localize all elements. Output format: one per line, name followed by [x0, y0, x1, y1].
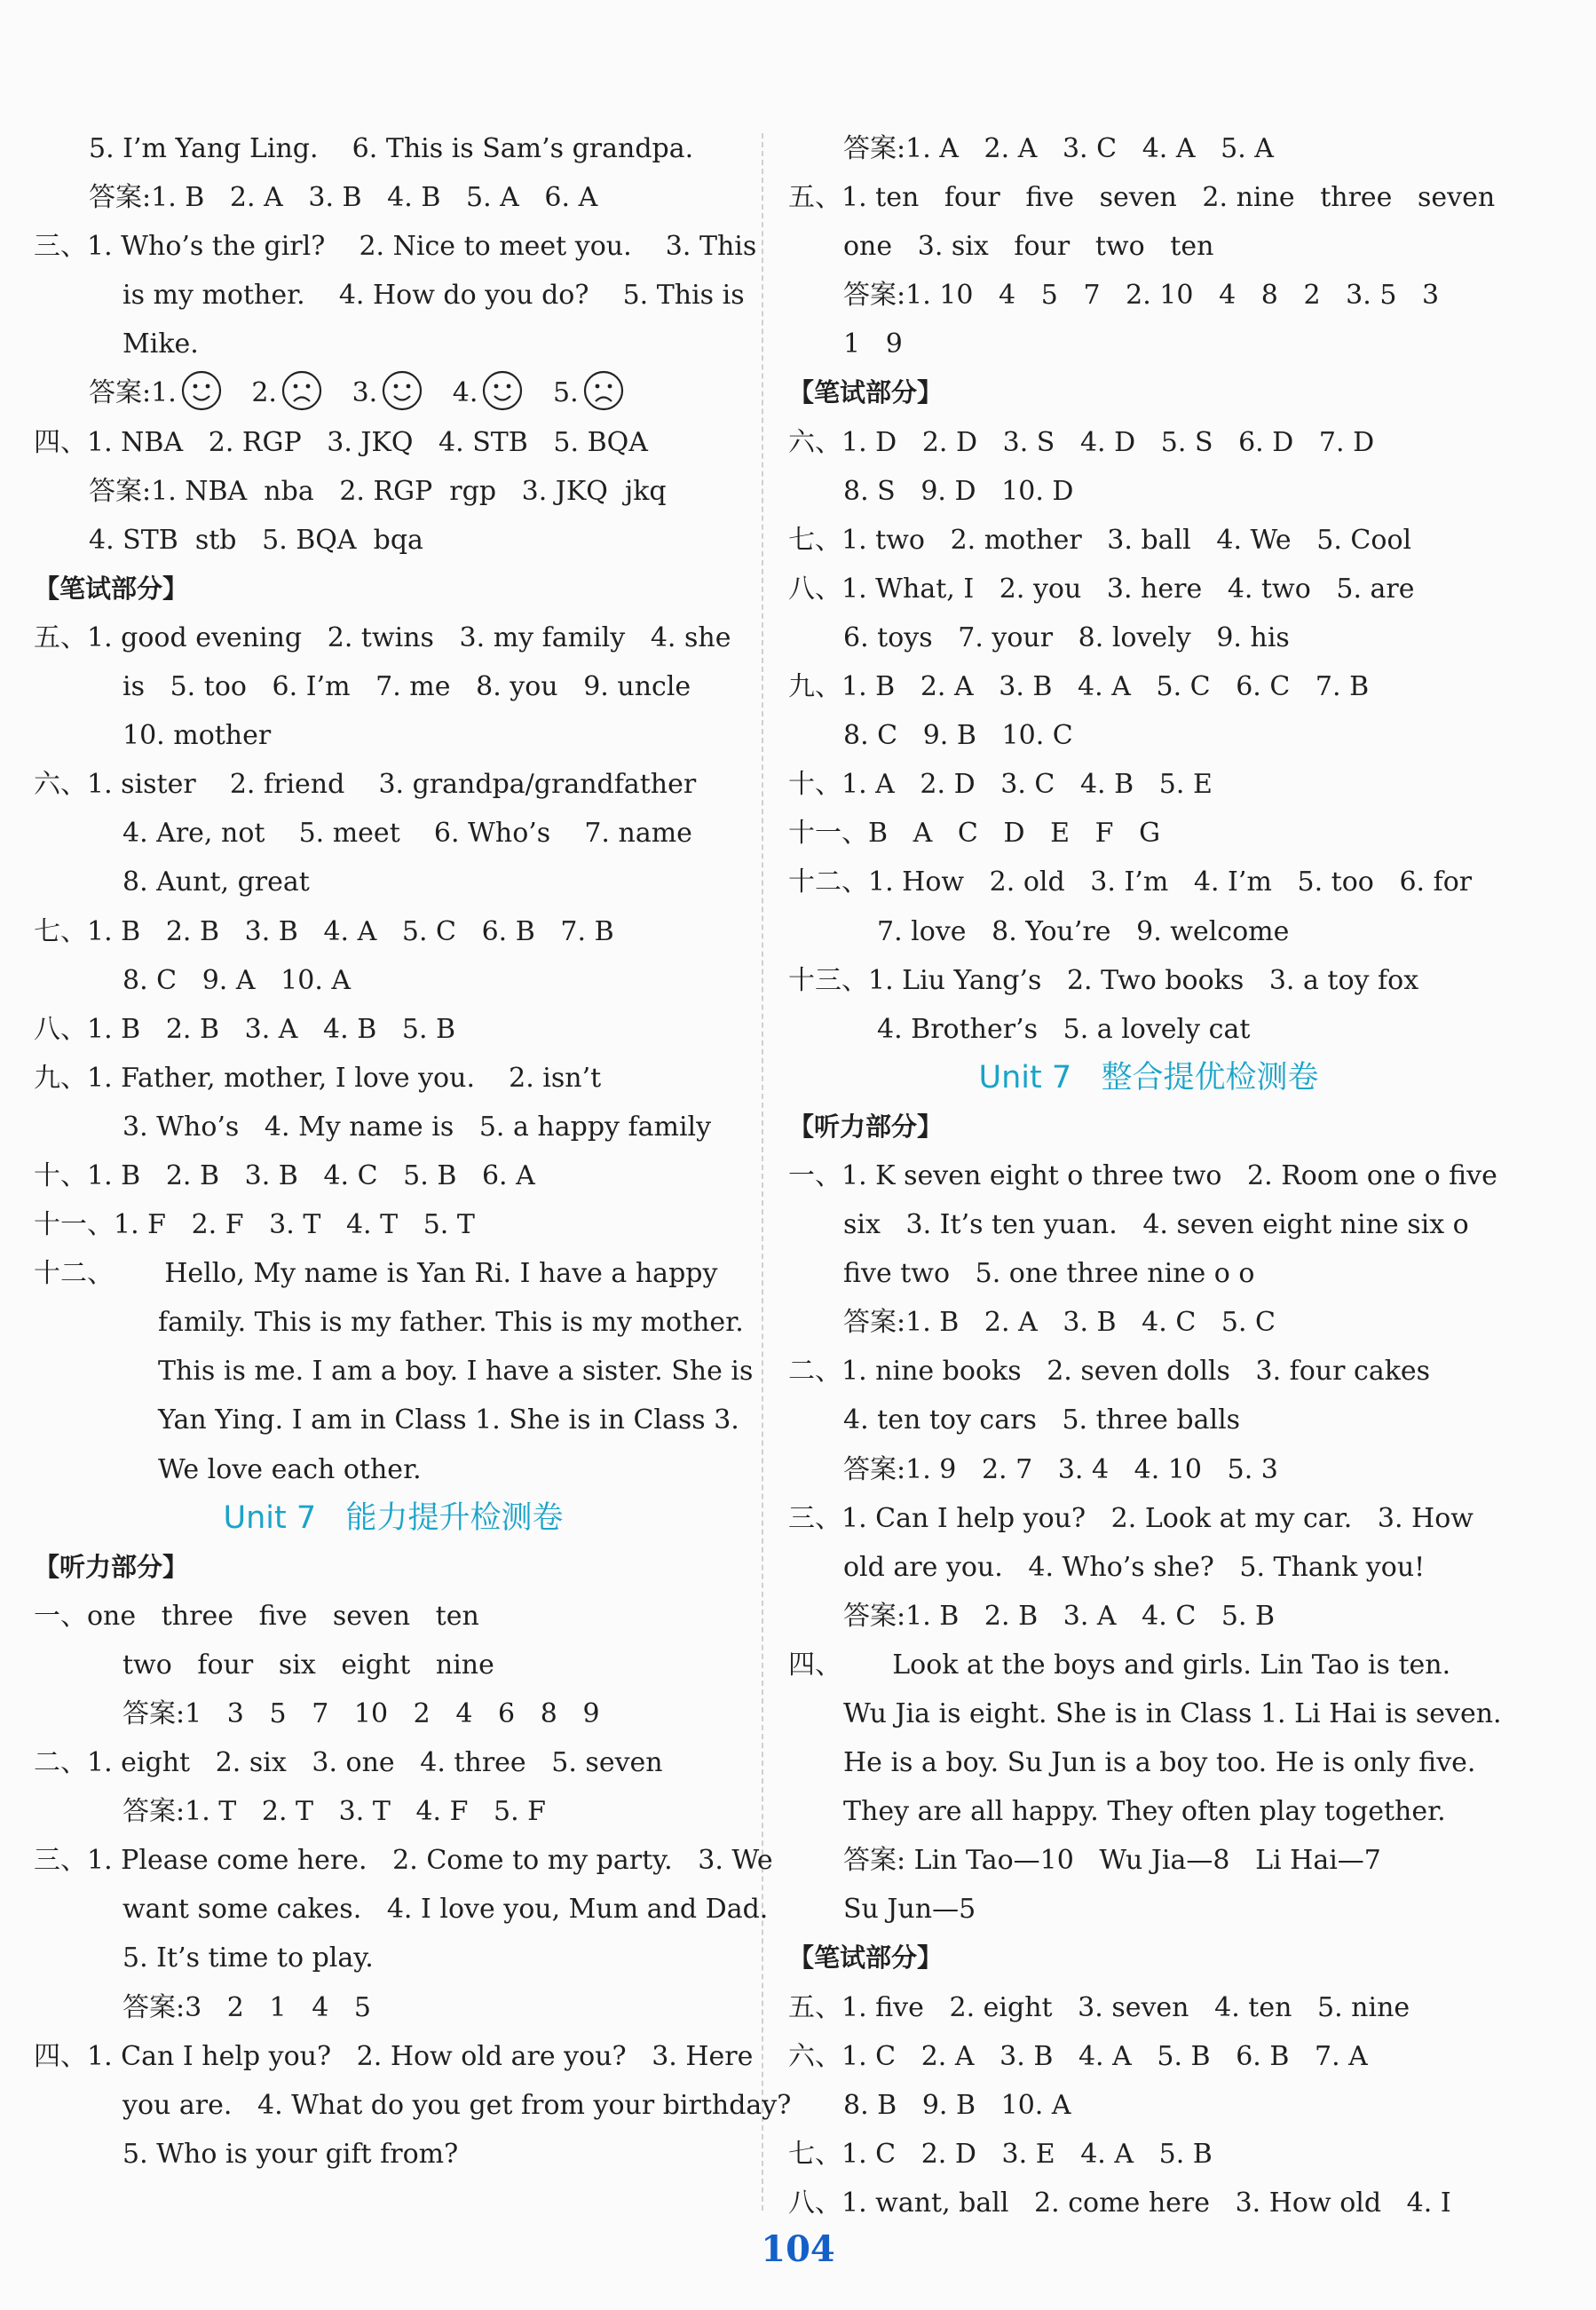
- line-text: 4. ten toy cars 5. three balls: [843, 1404, 1241, 1436]
- line-text: 二、1. nine books 2. seven dolls 3. four cakes: [788, 1356, 1431, 1388]
- answer-line: [788, 1592, 1509, 1641]
- smile-face-icon: [481, 369, 524, 412]
- answer-line: [788, 711, 1509, 760]
- line-text: 八、1. B 2. B 3. A 4. B 5. B: [34, 1013, 456, 1045]
- line-text: 五、1. five 2. eight 3. seven 4. ten 5. nine: [788, 1991, 1410, 2023]
- line-text: Unit 7 能力提升检测卷: [223, 1499, 564, 1536]
- line-text: is my mother. 4. How do you do? 5. This is: [122, 280, 745, 312]
- section-header: [788, 1103, 1509, 1151]
- line-text: 八、1. What, I 2. you 3. here 4. two 5. are: [788, 573, 1415, 605]
- answer-line: [788, 2130, 1509, 2179]
- line-text: They are all happy. They often play together.: [843, 1796, 1446, 1828]
- answer-line: [788, 2081, 1509, 2130]
- line-text: 8. B 9. B 10. A: [843, 2089, 1071, 2121]
- line-text: 五、1. good evening 2. twins 3. my family 4. she: [34, 621, 731, 653]
- answer-line: [788, 1885, 1509, 1934]
- answer-line: [34, 907, 753, 956]
- line-text: 六、1. C 2. A 3. B 4. A 5. B 6. B 7. A: [788, 2040, 1368, 2072]
- line-text: Su Jun—5: [843, 1894, 976, 1926]
- line-text: 十、1. A 2. D 3. C 4. B 5. E: [788, 769, 1213, 801]
- section-header: [788, 368, 1509, 417]
- answer-line: [34, 1396, 753, 1444]
- line-text: 8. C 9. A 10. A: [122, 964, 352, 996]
- line-text: 答案:1. B 2. B 3. A 4. C 5. B: [843, 1600, 1276, 1632]
- line-text: want some cakes. 4. I love you, Mum and Dad.: [122, 1894, 769, 1926]
- line-text: 十二、 Hello, My name is Yan Ri. I have a happy: [34, 1258, 718, 1290]
- line-text: 答案:1. 9 2. 7 3. 4 4. 10 5. 3: [843, 1453, 1278, 1485]
- answer-line: [788, 760, 1509, 809]
- line-text: 四、 Look at the boys and girls. Lin Tao is ten.: [788, 1649, 1451, 1681]
- answer-line: [788, 613, 1509, 662]
- answer-line: [34, 1885, 769, 1934]
- answer-line: [34, 711, 753, 760]
- line-text: 十一、1. F 2. F 3. T 4. T 5. T: [34, 1209, 475, 1241]
- unit-heading: [34, 1494, 753, 1543]
- answer-line: [788, 1641, 1509, 1689]
- answer-line: [34, 1298, 753, 1347]
- line-text: you are. 4. What do you get from your birthday?: [122, 2089, 792, 2121]
- line-text: 十三、1. Liu Yang’s 2. Two books 3. a toy fox: [788, 964, 1419, 996]
- line-text: 四、1. Can I help you? 2. How old are you? 3. Here: [34, 2040, 754, 2072]
- line-text: 答案: Lin Tao—10 Wu Jia—8 Li Hai—7: [843, 1845, 1381, 1877]
- line-text: 答案:1. A 2. A 3. C 4. A 5. A: [843, 133, 1274, 164]
- answer-line: [34, 1934, 753, 1982]
- answer-line: [788, 1689, 1509, 1738]
- answer-line: [34, 320, 753, 368]
- answer-line: [34, 858, 753, 906]
- answer-line: [34, 1005, 753, 1054]
- right-column: [788, 124, 1509, 2227]
- line-text: 8. S 9. D 10. D: [843, 475, 1074, 507]
- answer-line: [34, 1592, 753, 1641]
- line-text: This is me. I am a boy. I have a sister. She is: [158, 1356, 754, 1388]
- line-text: 5. It’s time to play.: [122, 1942, 374, 1974]
- answer-line: [788, 565, 1509, 613]
- line-text: 5. Who is your gift from?: [122, 2138, 459, 2170]
- answer-line: [34, 2130, 753, 2179]
- answer-line: [34, 956, 753, 1005]
- sad-face-icon: [582, 369, 625, 412]
- answer-line: [788, 222, 1509, 271]
- answer-line: [788, 1445, 1509, 1494]
- answer-line: [788, 516, 1509, 565]
- answer-line: [34, 124, 753, 173]
- answer-line: [34, 1054, 753, 1103]
- answer-line: [788, 1005, 1509, 1054]
- answer-line: [788, 320, 1509, 368]
- answer-line: [788, 1836, 1509, 1885]
- line-text: 三、1. Who’s the girl? 2. Nice to meet you. 3. This: [34, 231, 757, 263]
- page-number: 104: [761, 2228, 835, 2270]
- line-text: 答案:1. B 2. A 3. B 4. B 5. A 6. A: [89, 182, 598, 214]
- line-text: 八、1. want, ball 2. come here 3. How old 4. I: [788, 2187, 1451, 2219]
- answer-line: [34, 2032, 753, 2081]
- line-text: 四、1. NBA 2. RGP 3. JKQ 4. STB 5. BQA: [34, 426, 648, 458]
- line-text: old are you. 4. Who’s she? 5. Thank you!: [843, 1551, 1426, 1583]
- answer-line: [34, 760, 753, 809]
- answer-line: [34, 1738, 753, 1787]
- line-text: one 3. six four two ten: [843, 231, 1214, 263]
- line-text: 【听力部分】: [788, 1111, 944, 1142]
- answer-line: [34, 1641, 753, 1689]
- answer-line: [34, 1249, 753, 1298]
- section-header: [788, 1934, 1509, 1982]
- line-text: 答案:1.: [89, 377, 177, 409]
- answer-line: [788, 1151, 1509, 1200]
- line-text: 4. STB stb 5. BQA bqa: [89, 524, 423, 556]
- line-text: We love each other.: [158, 1453, 422, 1485]
- answer-line: [788, 1787, 1509, 1836]
- answer-line: [788, 2179, 1509, 2227]
- answer-line: [34, 1787, 753, 1836]
- line-text: 一、one three five seven ten: [34, 1600, 479, 1632]
- line-text: He is a boy. Su Jun is a boy too. He is only five.: [843, 1747, 1476, 1779]
- answer-line: [788, 1494, 1509, 1543]
- line-text: 7. love 8. You’re 9. welcome: [877, 915, 1290, 947]
- answer-line: [788, 1298, 1509, 1347]
- answer-line: [34, 1445, 753, 1494]
- answer-line: [788, 418, 1509, 467]
- line-text: 三、1. Please come here. 2. Come to my party. 3. We: [34, 1845, 773, 1877]
- line-text: five two 5. one three nine o o: [843, 1258, 1255, 1290]
- line-text: 8. Aunt, great: [122, 866, 310, 898]
- answer-line: [34, 1151, 753, 1200]
- answer-line: [788, 467, 1509, 516]
- line-text: Unit 7 整合提优检测卷: [978, 1059, 1319, 1096]
- line-text: 6. toys 7. your 8. lovely 9. his: [843, 621, 1290, 653]
- line-text: 5. I’m Yang Ling. 6. This is Sam’s grandpa.: [89, 133, 694, 164]
- answer-line: [788, 907, 1509, 956]
- line-text: 答案:1. T 2. T 3. T 4. F 5. F: [122, 1796, 546, 1828]
- line-text: 答案:1. 10 4 5 7 2. 10 4 8 2 3. 5 3: [843, 280, 1440, 312]
- unit-heading: [788, 1054, 1509, 1103]
- answer-line: [34, 467, 753, 516]
- line-text: 答案:1 3 5 7 10 2 4 6 8 9: [122, 1698, 600, 1729]
- answer-line: [34, 368, 753, 417]
- smile-face-icon: [180, 369, 223, 412]
- line-text: 三、1. Can I help you? 2. Look at my car. 3. How: [788, 1502, 1474, 1534]
- line-text: 8. C 9. B 10. C: [843, 720, 1073, 752]
- line-text: 七、1. two 2. mother 3. ball 4. We 5. Cool: [788, 524, 1412, 556]
- line-text: 【笔试部分】: [788, 377, 944, 408]
- answer-line: [788, 662, 1509, 711]
- answer-line: [34, 418, 753, 467]
- line-text: 十二、1. How 2. old 3. I’m 4. I’m 5. too 6. for: [788, 866, 1473, 898]
- line-text: 十、1. B 2. B 3. B 4. C 5. B 6. A: [34, 1159, 535, 1191]
- line-text: 1 9: [843, 328, 903, 360]
- answer-line: [788, 271, 1509, 320]
- answer-line: [34, 1347, 753, 1396]
- line-text: 【听力部分】: [34, 1551, 189, 1582]
- line-text: six 3. It’s ten yuan. 4. seven eight nine six o: [843, 1209, 1469, 1241]
- answer-line: [788, 1396, 1509, 1444]
- line-text: two four six eight nine: [122, 1649, 494, 1681]
- answer-line: [788, 809, 1509, 858]
- section-header: [34, 565, 753, 613]
- face-number-label: 2.: [225, 377, 277, 409]
- answer-line: [788, 1347, 1509, 1396]
- answer-line: [788, 124, 1509, 173]
- line-text: Mike.: [122, 328, 199, 360]
- answer-line: [34, 222, 757, 271]
- line-text: is 5. too 6. I’m 7. me 8. you 9. uncle: [122, 671, 691, 703]
- line-text: 六、1. sister 2. friend 3. grandpa/grandfather: [34, 769, 697, 801]
- answer-line: [788, 1200, 1509, 1249]
- line-text: 答案:1. NBA nba 2. RGP rgp 3. JKQ jkq: [89, 475, 667, 507]
- answer-line: [34, 2081, 792, 2130]
- left-column: [34, 124, 792, 2179]
- answer-line: [788, 1983, 1509, 2032]
- face-number-label: 3.: [326, 377, 378, 409]
- line-text: 九、1. Father, mother, I love you. 2. isn’t: [34, 1062, 602, 1094]
- line-text: 答案:1. B 2. A 3. B 4. C 5. C: [843, 1307, 1276, 1339]
- answer-line: [34, 271, 753, 320]
- answer-line: [34, 1836, 773, 1885]
- line-text: 五、1. ten four five seven 2. nine three seven: [788, 182, 1496, 214]
- line-text: 六、1. D 2. D 3. S 4. D 5. S 6. D 7. D: [788, 426, 1375, 458]
- answer-line: [34, 1689, 753, 1738]
- line-text: 九、1. B 2. A 3. B 4. A 5. C 6. C 7. B: [788, 671, 1370, 703]
- answer-line: [34, 516, 753, 565]
- line-text: 4. Brother’s 5. a lovely cat: [877, 1013, 1251, 1045]
- line-text: family. This is my father. This is my mother.: [158, 1307, 744, 1339]
- line-text: Wu Jia is eight. She is in Class 1. Li Hai is seven.: [843, 1698, 1502, 1729]
- answer-line: [788, 1249, 1509, 1298]
- line-text: 二、1. eight 2. six 3. one 4. three 5. seven: [34, 1747, 663, 1779]
- answer-line: [34, 173, 753, 222]
- answer-line: [34, 662, 753, 711]
- line-text: 十一、B A C D E F G: [788, 818, 1161, 850]
- face-number-label: 4.: [427, 377, 478, 409]
- section-header: [34, 1543, 753, 1592]
- line-text: 【笔试部分】: [34, 573, 189, 604]
- answer-line: [34, 809, 753, 858]
- face-number-label: 5.: [527, 377, 579, 409]
- line-text: 答案:3 2 1 4 5: [122, 1991, 371, 2023]
- answer-line: [788, 858, 1509, 906]
- answer-line: [788, 956, 1509, 1005]
- answer-line: [34, 1983, 753, 2032]
- smile-face-icon: [381, 369, 423, 412]
- line-text: 七、1. C 2. D 3. E 4. A 5. B: [788, 2138, 1213, 2170]
- answer-line: [34, 1200, 753, 1249]
- answer-line: [788, 1543, 1509, 1592]
- answer-line: [34, 613, 753, 662]
- line-text: Yan Ying. I am in Class 1. She is in Class 3.: [158, 1404, 739, 1436]
- line-text: 4. Are, not 5. meet 6. Who’s 7. name: [122, 818, 692, 850]
- line-text: 一、1. K seven eight o three two 2. Room one o five: [788, 1159, 1497, 1191]
- line-text: 3. Who’s 4. My name is 5. a happy family: [122, 1111, 712, 1143]
- sad-face-icon: [280, 369, 323, 412]
- line-text: 七、1. B 2. B 3. B 4. A 5. C 6. B 7. B: [34, 915, 614, 947]
- answer-line: [788, 2032, 1509, 2081]
- line-text: 【笔试部分】: [788, 1942, 944, 1974]
- answer-line: [34, 1103, 753, 1151]
- answer-line: [788, 1738, 1509, 1787]
- line-text: 10. mother: [122, 720, 272, 752]
- answer-line: [788, 173, 1509, 222]
